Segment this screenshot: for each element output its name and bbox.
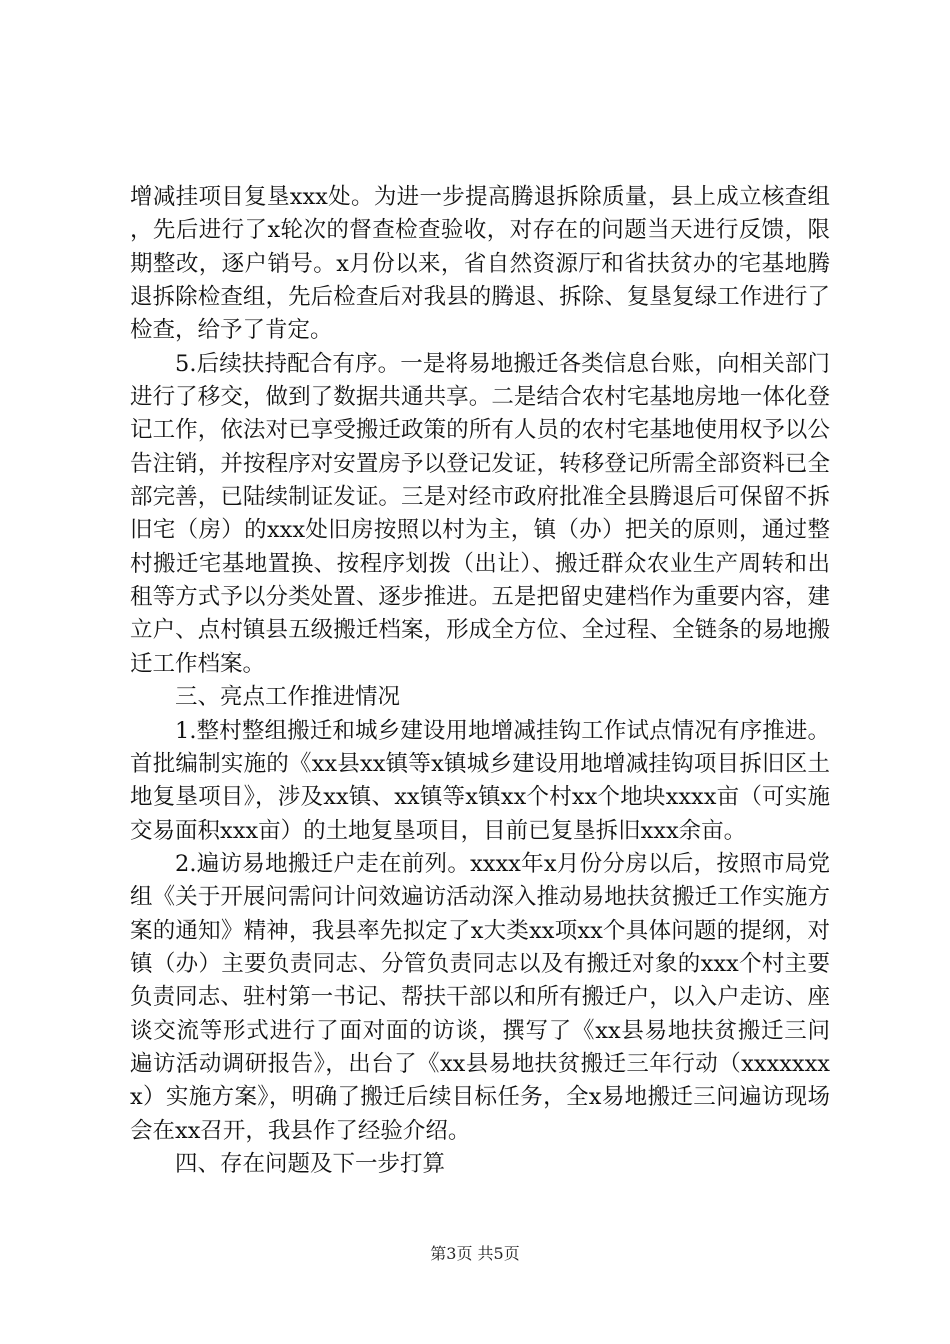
paragraph-visits: 2.遍访易地搬迁户走在前列。xxxx年x月份分房以后，按照市局党组《关于开展问需问计问效遍访活动深入推动易地扶贫搬迁工作实施方案的通知》精神，我县率先拟定了x大类xx项xx个具体问题的提纲，对镇（办）主要负责同志、分管负责同志以及有搬迁对象的xxx个村主要负责同志、驻村第一书记、帮扶干部以和所有搬迁户，以入户走访、座谈交流等形式进行了面对面的访谈，撰写了《xx县易地扶贫搬迁三问遍访活动调研报告》，出台了《xx县易地扶贫搬迁三年行动（xxxxxxxx）实施方案》，明确了搬迁后续目标任务，全x易地搬迁三问遍访现场会在xx召开，我县作了经验介绍。 — [130, 850, 830, 1144]
page-number-footer: 第3页 共5页 — [430, 1244, 520, 1263]
section-heading-highlights: 三、亮点工作推进情况 — [175, 684, 401, 711]
section-heading-problems: 四、存在问题及下一步打算 — [175, 1150, 446, 1177]
document-body — [130, 181, 830, 1181]
paragraph-pilot-progress: 1.整村整组搬迁和城乡建设用地增减挂钩工作试点情况有序推进。首批编制实施的《xx县xx镇等x镇城乡建设用地增减挂钩项目拆旧区土地复垦项目》，涉及xx镇、xx镇等x镇xx个村xx个地块xxxx亩（可实施交易面积xxx亩）的土地复垦项目，目前已复垦拆旧xxx余亩。 — [130, 717, 830, 844]
paragraph-continued: 增减挂项目复垦xxx处。为进一步提高腾退拆除质量，县上成立核查组，先后进行了x轮次的督查检查验收，对存在的问题当天进行反馈，限期整改，逐户销号。x月份以来，省自然资源厅和省扶贫办的宅基地腾退拆除检查组，先后检查后对我县的腾退、拆除、复垦复绿工作进行了检查，给予了肯定。 — [130, 184, 830, 344]
paragraph-follow-up-support: 5.后续扶持配合有序。一是将易地搬迁各类信息台账，向相关部门进行了移交，做到了数据共通共享。二是结合农村宅基地房地一体化登记工作，依法对已享受搬迁政策的所有人员的农村宅基地使用权予以公告注销，并按程序对安置房予以登记发证，转移登记所需全部资料已全部完善，已陆续制证发证。三是对经市政府批准全县腾退后可保留不拆旧宅（房）的xxx处旧房按照以村为主，镇（办）把关的原则，通过整村搬迁宅基地置换、按程序划拨（出让）、搬迁群众农业生产周转和出租等方式予以分类处置、逐步推进。五是把留史建档作为重要内容，建立户、点村镇县五级搬迁档案，形成全方位、全过程、全链条的易地搬迁工作档案。 — [130, 350, 830, 677]
